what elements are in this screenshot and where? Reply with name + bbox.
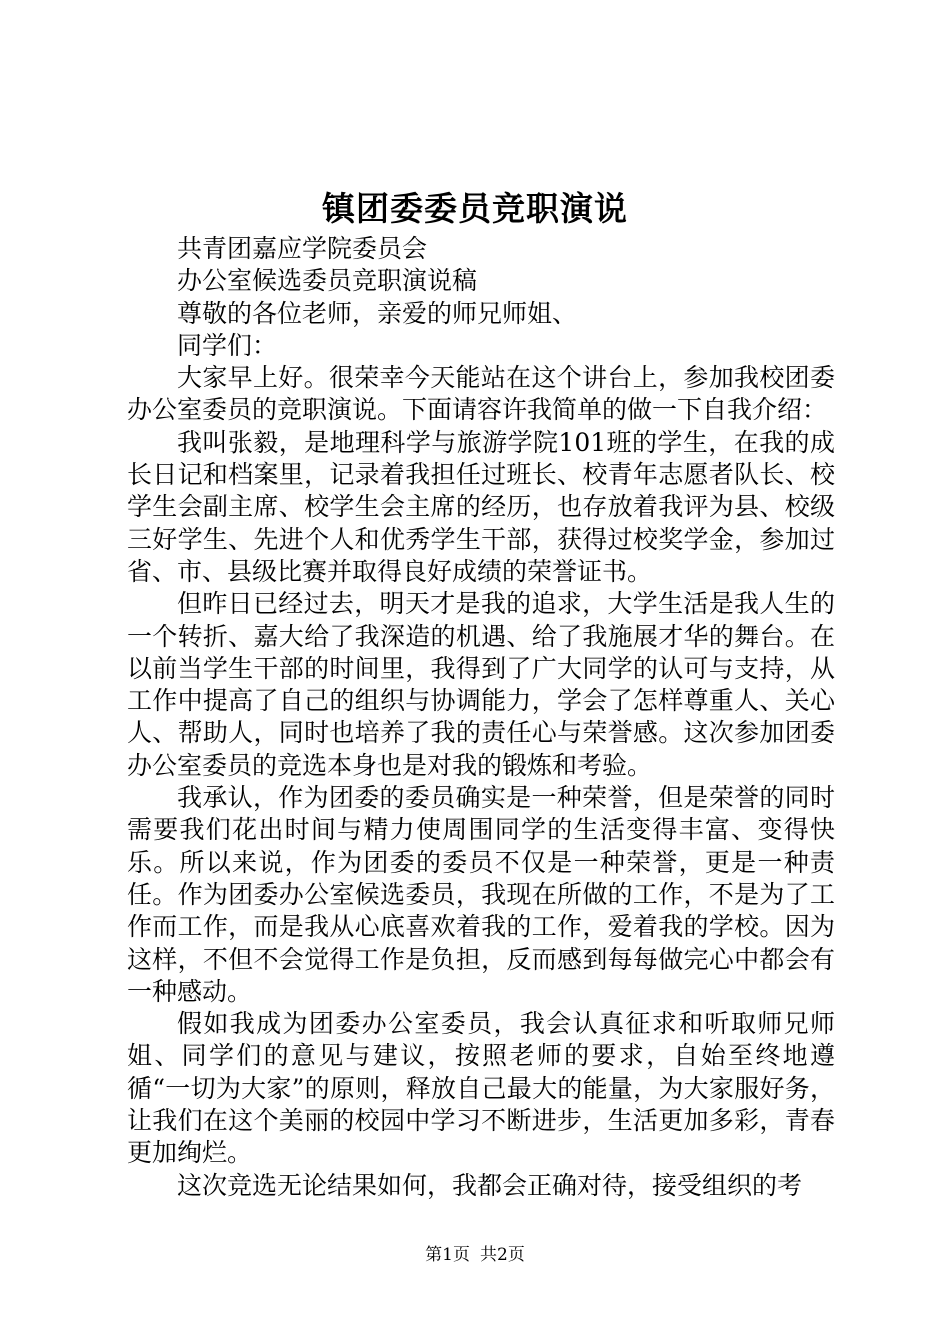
- paragraph-org-name: 共青团嘉应学院委员会: [177, 234, 428, 263]
- paragraph-closing: 这次竞选无论结果如何，我都会正确对待，接受组织的考: [177, 1170, 803, 1200]
- paragraph-greeting: 大家早上好。很荣幸今天能站在这个讲台上，参加我校团委办公室委员的竞职演说。下面请容许我简单的做一下自我介绍：: [127, 363, 835, 425]
- paragraph-commitment: 假如我成为团委办公室委员，我会认真征求和听取师兄师姐、同学们的意见与建议，按照老师的要求，自始至终地遵循“一切为大家”的原则，释放自己最大的能量，为大家服好务，让我们在这个美丽的校园中学习不断进步，生活更加多彩，青春更加绚烂。: [127, 1009, 835, 1168]
- paragraph-university-life: 但昨日已经过去，明天才是我的追求，大学生活是我人生的一个转折、嘉大给了我深造的机遇、给了我施展才华的舞台。在以前当学生干部的时间里，我得到了广大同学的认可与支持，从工作中提高了自己的组织与协调能力，学会了怎样尊重人、关心人、帮助人，同时也培养了我的责任心与荣誉感。这次参加团委办公室委员的竞选本身也是对我的锻炼和考验。: [127, 589, 835, 780]
- page-footer: [0, 1243, 950, 1267]
- paragraph-responsibility: 我承认，作为团委的委员确实是一种荣誉，但是荣誉的同时需要我们花出时间与精力使周围同学的生活变得丰富、变得快乐。所以来说，作为团委的委员不仅是一种荣誉，更是一种责任。作为团委办公室候选委员，我现在所做的工作，不是为了工作而工作，而是我从心底喜欢着我的工作，爱着我的学校。因为这样，不但不会觉得工作是负担，反而感到每每做完心中都会有一种感动。: [127, 783, 835, 1006]
- paragraph-introduction: 我叫张毅，是地理科学与旅游学院101班的学生，在我的成长日记和档案里，记录着我担任过班长、校青年志愿者队长、校学生会副主席、校学生会主席的经历，也存放着我评为县、校级三好学生、先进个人和优秀学生干部，获得过校奖学金，参加过省、市、县级比赛并取得良好成绩的荣誉证书。: [127, 427, 835, 586]
- paragraph-subtitle: 办公室候选委员竞职演说稿: [177, 266, 478, 296]
- page-number-current: 第1页: [425, 1245, 470, 1265]
- document-body: [127, 233, 835, 1202]
- document-title: 镇团委委员竞职演说: [322, 189, 628, 228]
- page-number-total: 共2页: [480, 1245, 525, 1265]
- paragraph-salutation: 尊敬的各位老师，亲爱的师兄师姐、: [177, 298, 578, 328]
- paragraph-salutation-cont: 同学们：: [177, 330, 278, 360]
